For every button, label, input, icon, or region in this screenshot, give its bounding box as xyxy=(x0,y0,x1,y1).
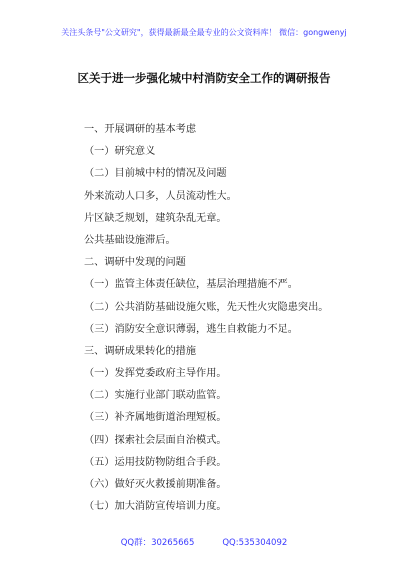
body-line: 片区缺乏规划，建筑杂乱无章。 xyxy=(84,212,227,224)
body-line: （二）实施行业部门联动监管。 xyxy=(84,390,227,402)
body-line: （四）探索社会层面自治模式。 xyxy=(84,434,227,446)
body-line: 外来流动人口多，人员流动性大。 xyxy=(84,190,237,202)
body-line: 三、调研成果转化的措施 xyxy=(84,345,197,357)
header-promo-note: 关注头条号"公文研究"，获得最新最全最专业的公文资料库！ 微信：gongwenyj xyxy=(61,28,347,37)
footer-qq: QQ:535304092 xyxy=(222,538,288,548)
body-line: （一）发挥党委政府主导作用。 xyxy=(84,368,227,380)
body-line: （一）监管主体责任缺位，基层治理措施不严。 xyxy=(84,279,298,291)
body-line: （一）研究意义 xyxy=(84,146,156,158)
body-line: （二）目前城中村的情况及问题 xyxy=(84,168,227,180)
body-line: （三）补齐属地街道治理短板。 xyxy=(84,412,227,424)
document-title: 区关于进一步强化城中村消防安全工作的调研报告 xyxy=(77,71,331,85)
footer-contact xyxy=(0,536,408,548)
body-line: （三）消防安全意识薄弱，逃生自救能力不足。 xyxy=(84,323,298,335)
document-body xyxy=(84,121,394,520)
body-line: 一、开展调研的基本考虑 xyxy=(84,124,197,135)
body-line: 二、调研中发现的问题 xyxy=(84,257,186,269)
body-line: 公共基础设施滞后。 xyxy=(84,234,176,246)
body-line: （二）公共消防基础设施欠账，先天性火灾隐患突出。 xyxy=(84,301,329,313)
body-line: （六）做好灭火救援前期准备。 xyxy=(84,479,227,490)
footer-qq-group: QQ群：30265665 xyxy=(120,538,195,548)
body-line: （七）加大消防宣传培训力度。 xyxy=(84,501,227,513)
body-line: （五）运用技防物防组合手段。 xyxy=(84,456,227,468)
